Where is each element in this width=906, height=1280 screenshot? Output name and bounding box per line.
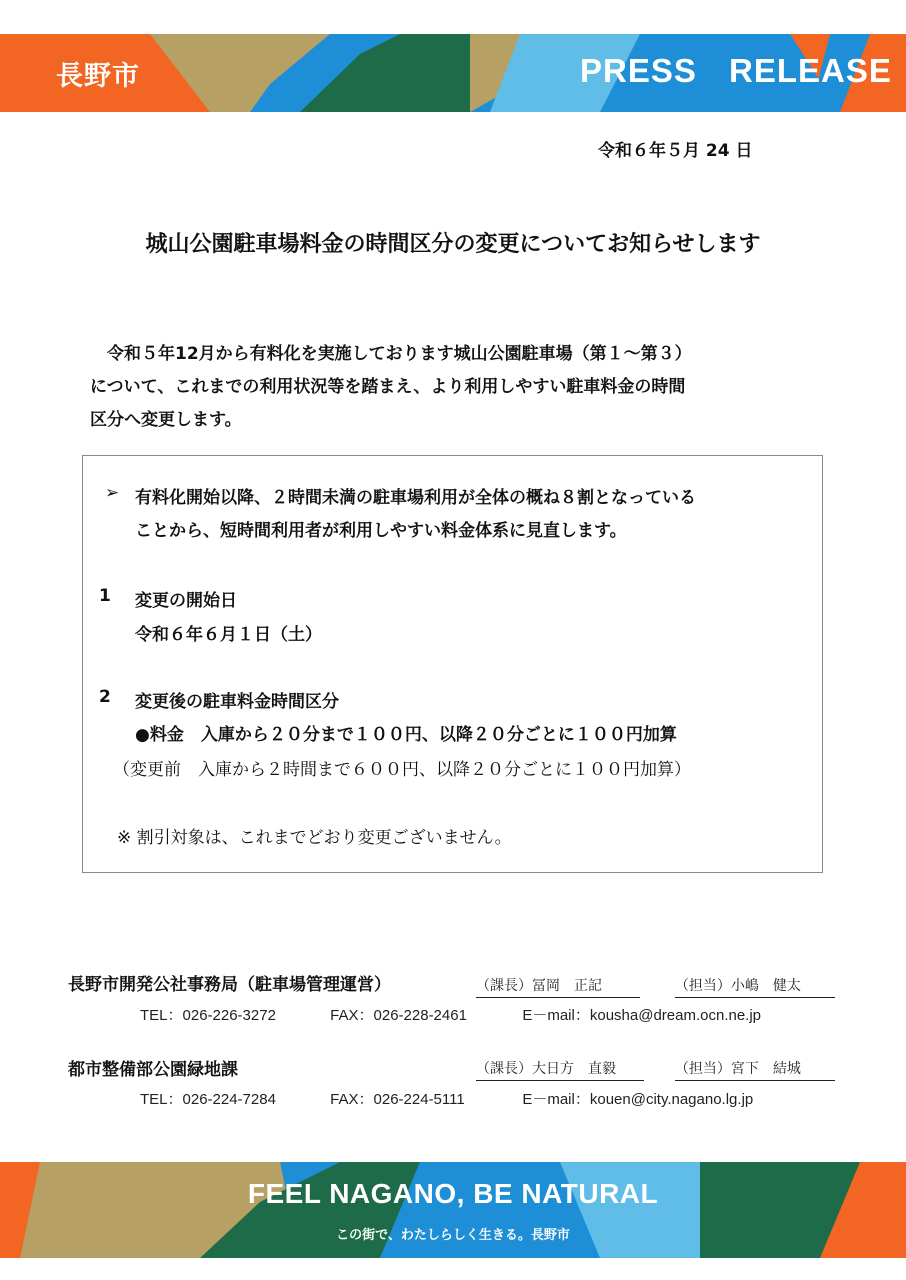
contact-chief: （課長）冨岡 正記 [476, 975, 640, 998]
section-heading: 変更の開始日 [135, 591, 237, 611]
page-title: 城山公園駐車場料金の時間区分の変更についてお知らせします [145, 232, 761, 257]
contact-people [476, 975, 835, 998]
bullet-arrow-icon: ➢ [105, 483, 120, 503]
footer-banner-graphic [0, 1162, 906, 1258]
footer-subslogan: この街で、わたしらしく生きる。長野市 [336, 1228, 570, 1243]
contact-email: E－mail：kousha@dream.ocn.ne.jp [522, 1007, 762, 1024]
intro-line: について、これまでの利用状況等を踏まえ、より利用しやすい駐車料金の時間 [90, 377, 686, 397]
contact-tel: TEL：026-224-7284 [140, 1091, 276, 1108]
press-release-label: PRESS RELEASE [580, 52, 892, 89]
new-fee: ●料金 入庫から２０分まで１００円、以降２０分ごとに１００円加算 [135, 725, 677, 745]
contact-email: E－mail：kouen@city.nagano.lg.jp [522, 1091, 754, 1108]
summary-box [82, 455, 823, 873]
contact-tel: TEL：026-226-3272 [140, 1007, 276, 1024]
header-banner [0, 34, 906, 112]
contact-fax: FAX：026-224-5111 [330, 1091, 465, 1108]
contact-details [140, 1088, 753, 1109]
section-heading: 変更後の駐車料金時間区分 [135, 692, 339, 712]
intro-paragraph [90, 338, 830, 437]
contact-fax: FAX：026-228-2461 [330, 1007, 467, 1024]
contact-chief: （課長）大日方 直毅 [476, 1058, 644, 1081]
city-logo: 長野市 [56, 61, 140, 92]
old-fee: （変更前 入庫から２時間まで６００円、以降２０分ごとに１００円加算） [113, 760, 691, 780]
start-date: 令和６年６月１日（土） [135, 625, 322, 645]
contact-staff: （担当）宮下 結城 [675, 1058, 835, 1081]
intro-line: 区分へ変更します。 [90, 410, 242, 430]
contact-details [140, 1004, 761, 1025]
contact-people [476, 1058, 835, 1081]
intro-line: 令和５年12月から有料化を実施しております城山公園駐車場（第１～第３） [107, 344, 692, 364]
footer-slogan: FEEL NAGANO, BE NATURAL [247, 1178, 659, 1209]
release-date: 令和６年５月 24 日 [598, 141, 753, 161]
bullet-text: 有料化開始以降、２時間未満の駐車場利用が全体の概ね８割となっている [135, 488, 696, 508]
note: ※ 割引対象は、これまでどおり変更ございません。 [117, 828, 512, 848]
contact-org-name: 長野市開発公社事務局（駐車場管理運営） [68, 975, 391, 995]
footer-banner [0, 1162, 906, 1258]
contact-org-name: 都市整備部公園緑地課 [68, 1060, 238, 1080]
section-number: 2 [99, 687, 111, 707]
section-number: 1 [99, 586, 111, 606]
bullet-text: ことから、短時間利用者が利用しやすい料金体系に見直します。 [135, 521, 627, 541]
contact-staff: （担当）小嶋 健太 [675, 975, 835, 998]
